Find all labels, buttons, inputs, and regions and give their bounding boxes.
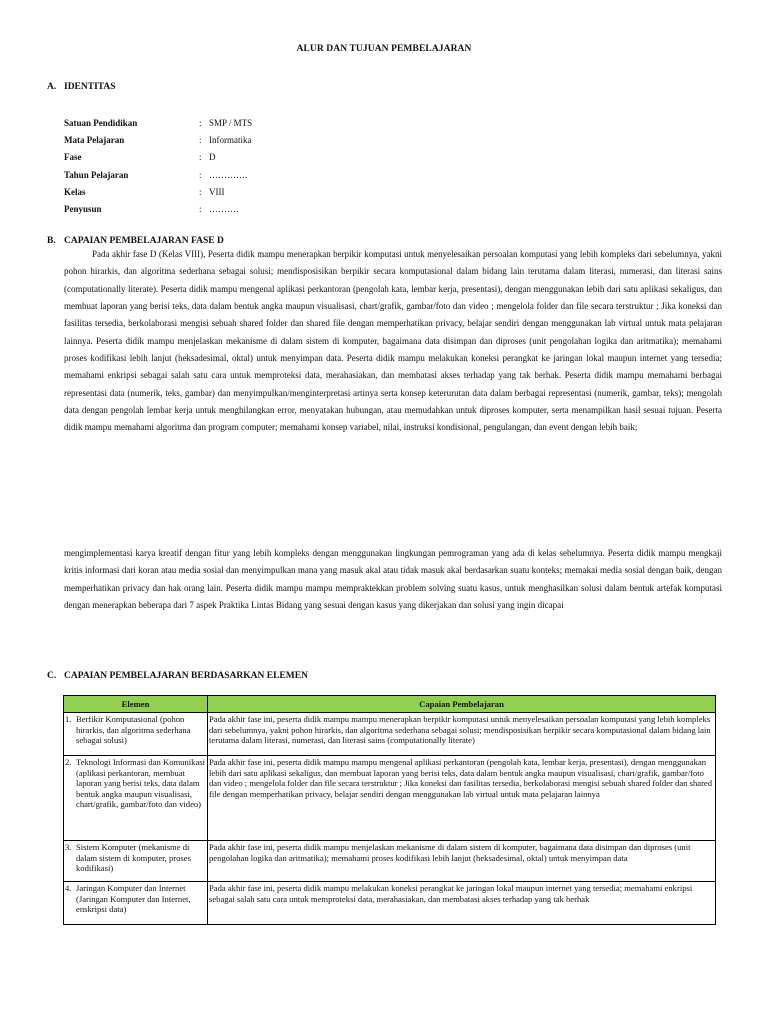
row-number: 3.	[65, 842, 72, 852]
identity-value: ………….	[209, 169, 248, 180]
table-header-row	[64, 696, 716, 713]
identity-label: Tahun Pelajaran	[64, 169, 129, 180]
row-number: 2.	[65, 757, 72, 767]
cp-paragraph-1-text: Pada akhir fase D (Kelas VIII), Peserta didik mampu menerapkan berpikir komputasi untuk menyelesaikan persoalan komputasi yang lebih kompleks dari sebelumnya, yakni pohon hirarkis, dan algoritma sederhana sebagai solusi; mendisposisikan berpikir secara komputasional dalam bidang lain terutama dalam literasi, numerasi, dan literasi sains (computationally literate). Peserta didik mampu mengenal aplikasi perkantoran (pengolah kata, lembar kerja, presentasi), dengan menggunakan lebih dari satu aplikasi sekaligus, dan membuat laporan yang berisi teks, data dalam bentuk angka maupun visualisasi, chart/grafik, gambar/foto dan video ; mengelola folder dan file secara terstruktur ; Jika koneksi dan fasilitas tersedia, berkolaborasi mengisi sebuah shared folder dan shared file dengan memperhatikan privacy, belajar sendiri dengan menggunakan lab virtual untuk mata pelajaran lainnya. Peserta didik mampu menjelaskan mekanisme di dalam sistem di komputer, bagaimana data disimpan dan diproses (unit pengolahan logika dan aritmatika); memahami proses kodifikasi lebih lanjut (heksadesimal, oktal) untuk menyimpan data. Peserta didik mampu melakukan koneksi perangkat ke jaringan lokal maupun internet yang tersedia; memahami enkripsi sebagai salah satu cara untuk memproteksi data, merahasiakan, dan membatasi akses terhadap yang tak berhak. Peserta didik mampu memahami berbagai representasi data (numerik, teks, gambar) dan menyimpulkan/menginterpretasi artinya serta konsep keterurutan data dalam berbagai representasi (numerik, gambar, teks); mengolah data dengan pengolah lembar kerja untuk menghilangkan error, menyatakan hubungan, atau memudahkan untuk diproses komputer, serta menampilkan hasil sesuai tujuan. Peserta didik mampu memahami algoritma dan program computer; memahami konsep variabel, nilai, instruksi kondisional, pengulangan, dan event dengan lebih baik;	[64, 249, 722, 433]
identity-row	[64, 131, 252, 148]
elemen-table	[63, 695, 716, 925]
identity-list	[64, 114, 252, 218]
cp-paragraph-1	[64, 246, 722, 437]
identity-label: Mata Pelajaran	[64, 134, 125, 145]
identity-row	[64, 166, 252, 183]
identity-value: ……….	[209, 204, 239, 215]
elemen-text: Sistem Komputer (mekanisme di dalam sistem di komputer, proses kodifikasi)	[76, 842, 191, 873]
identity-row	[64, 183, 252, 200]
section-b-heading	[47, 236, 224, 246]
capaian-cell: Pada akhir fase ini, peserta didik mampu melakukan koneksi perangkat ke jaringan lokal maupun internet yang tersedia; memahami enkripsi sebagai salah satu cara untuk memproteksi data, merahasiakan, dan membatasi akses terhadap yang tak berhak	[208, 882, 716, 925]
identity-row	[64, 114, 252, 131]
header-capaian: Capaian Pembelajaran	[208, 696, 716, 713]
table-row	[64, 756, 716, 841]
section-c-letter: C.	[47, 671, 57, 681]
colon: :	[199, 117, 202, 128]
colon: :	[199, 152, 202, 163]
section-c-title: CAPAIAN PEMBELAJARAN BERDASARKAN ELEMEN	[64, 671, 308, 681]
table-row	[64, 713, 716, 756]
elemen-cell	[64, 713, 208, 756]
colon: :	[199, 169, 202, 180]
section-a-heading	[47, 82, 116, 92]
identity-label: Fase	[64, 152, 82, 163]
capaian-cell: Pada akhir fase ini, peserta didik mampu menjelaskan mekanisme di dalam sistem di komputer, bagaimana data disimpan dan diproses (unit pengolahan logika dan aritmatika); memahami proses kodifikasi lebih lanjut (heksadesimal, oktal) untuk menyimpan data	[208, 841, 716, 882]
identity-value: SMP / MTS	[209, 117, 253, 128]
identity-value: Informatika	[209, 134, 252, 145]
elemen-text: Berfikir Komputasional (pohon hirarkis, dan algoritma sederhana sebagai solusi)	[76, 714, 191, 745]
row-number: 1.	[65, 714, 72, 724]
cp-paragraph-2-text: mengimplementasi karya kreatif dengan fitur yang lebih kompleks dengan menggunakan lingkungan pemrograman yang ada di kelas sebelumnya. Peserta didik mampu mengkaji kritis informasi dari koran atau media sosial dan menyimpulkan mana yang masuk akal atau tidak masuk akal berdasarkan suatu konteks; memakai media sosial dengan baik, dengan memperhatikan privacy dan hak orang lain. Peserta didik mampu mampu mempraktekkan problem solving suatu kasus, untuk menghasilkan solusi dalam bentuk artefak komputasi dengan menerapkan beberapa dari 7 aspek Praktika Lintas Bidang yang sesuai dengan kasus yang dikerjakan dan solusi yang ingin dicapai	[64, 548, 722, 611]
header-elemen: Elemen	[64, 696, 208, 713]
colon: :	[199, 134, 202, 145]
section-a-letter: A.	[47, 82, 57, 92]
identity-value: D	[209, 152, 216, 163]
elemen-cell	[64, 756, 208, 841]
section-c-heading	[47, 671, 308, 681]
table-row	[64, 882, 716, 925]
table-row	[64, 841, 716, 882]
identity-row	[64, 149, 252, 166]
elemen-cell	[64, 841, 208, 882]
section-a-title: IDENTITAS	[64, 82, 116, 92]
section-b-title: CAPAIAN PEMBELAJARAN FASE D	[64, 236, 224, 246]
row-number: 4.	[65, 883, 72, 893]
elemen-cell	[64, 882, 208, 925]
identity-label: Penyusun	[64, 204, 102, 215]
document-title: ALUR DAN TUJUAN PEMBELAJARAN	[296, 44, 472, 54]
section-b-letter: B.	[47, 236, 56, 246]
colon: :	[199, 204, 202, 215]
identity-value: VIII	[209, 186, 225, 197]
cp-paragraph-2	[64, 545, 722, 614]
colon: :	[199, 186, 202, 197]
capaian-cell: Pada akhir fase ini, peserta didik mampu mampu mengenal aplikasi perkantoran (pengolah kata, lembar kerja, presentasi), dengan menggunakan lebih dari satu aplikasi sekaligus, dan membuat laporan yang berisi teks, data dalam bentuk angka maupun visualisasi, chart/grafik, gambar/foto dan video ; mengelola folder dan file secara terstruktur ; Jika koneksi dan fasilitas tersedia, berkolaborasi mengisi sebuah shared folder dan shared file dengan memperhatikan privacy, belajar sendiri dengan menggunakan lab virtual untuk mata pelajaran lainnya	[208, 756, 716, 841]
elemen-text: Jaringan Komputer dan Internet (Jaringan Komputer dan Internet, enskripsi data)	[76, 883, 191, 914]
identity-row	[64, 200, 252, 217]
identity-label: Satuan Pendidikan	[64, 117, 138, 128]
elemen-text: Teknologi Informasi dan Komunikasi (aplikasi perkantoran, membuat laporan yang berisi teks, data dalam bentuk angka maupun visualisasi, chart/grafik, gambar/foto dan video)	[76, 757, 205, 809]
capaian-cell: Pada akhir fase ini, peserta didik mampu mampu menerapkan berpikir komputasi untuk menyelesaikan persoalan komputasi yang lebih kompleks dari sebelumnya, yakni pohon hirarkis, dan algoritma sederhana sebagai solusi; mendisposisikan berpikir secara komputasional dalam bidang lain terutama dalam literasi, numerasi, dan literasi sains (computationally literate)	[208, 713, 716, 756]
identity-label: Kelas	[64, 186, 86, 197]
